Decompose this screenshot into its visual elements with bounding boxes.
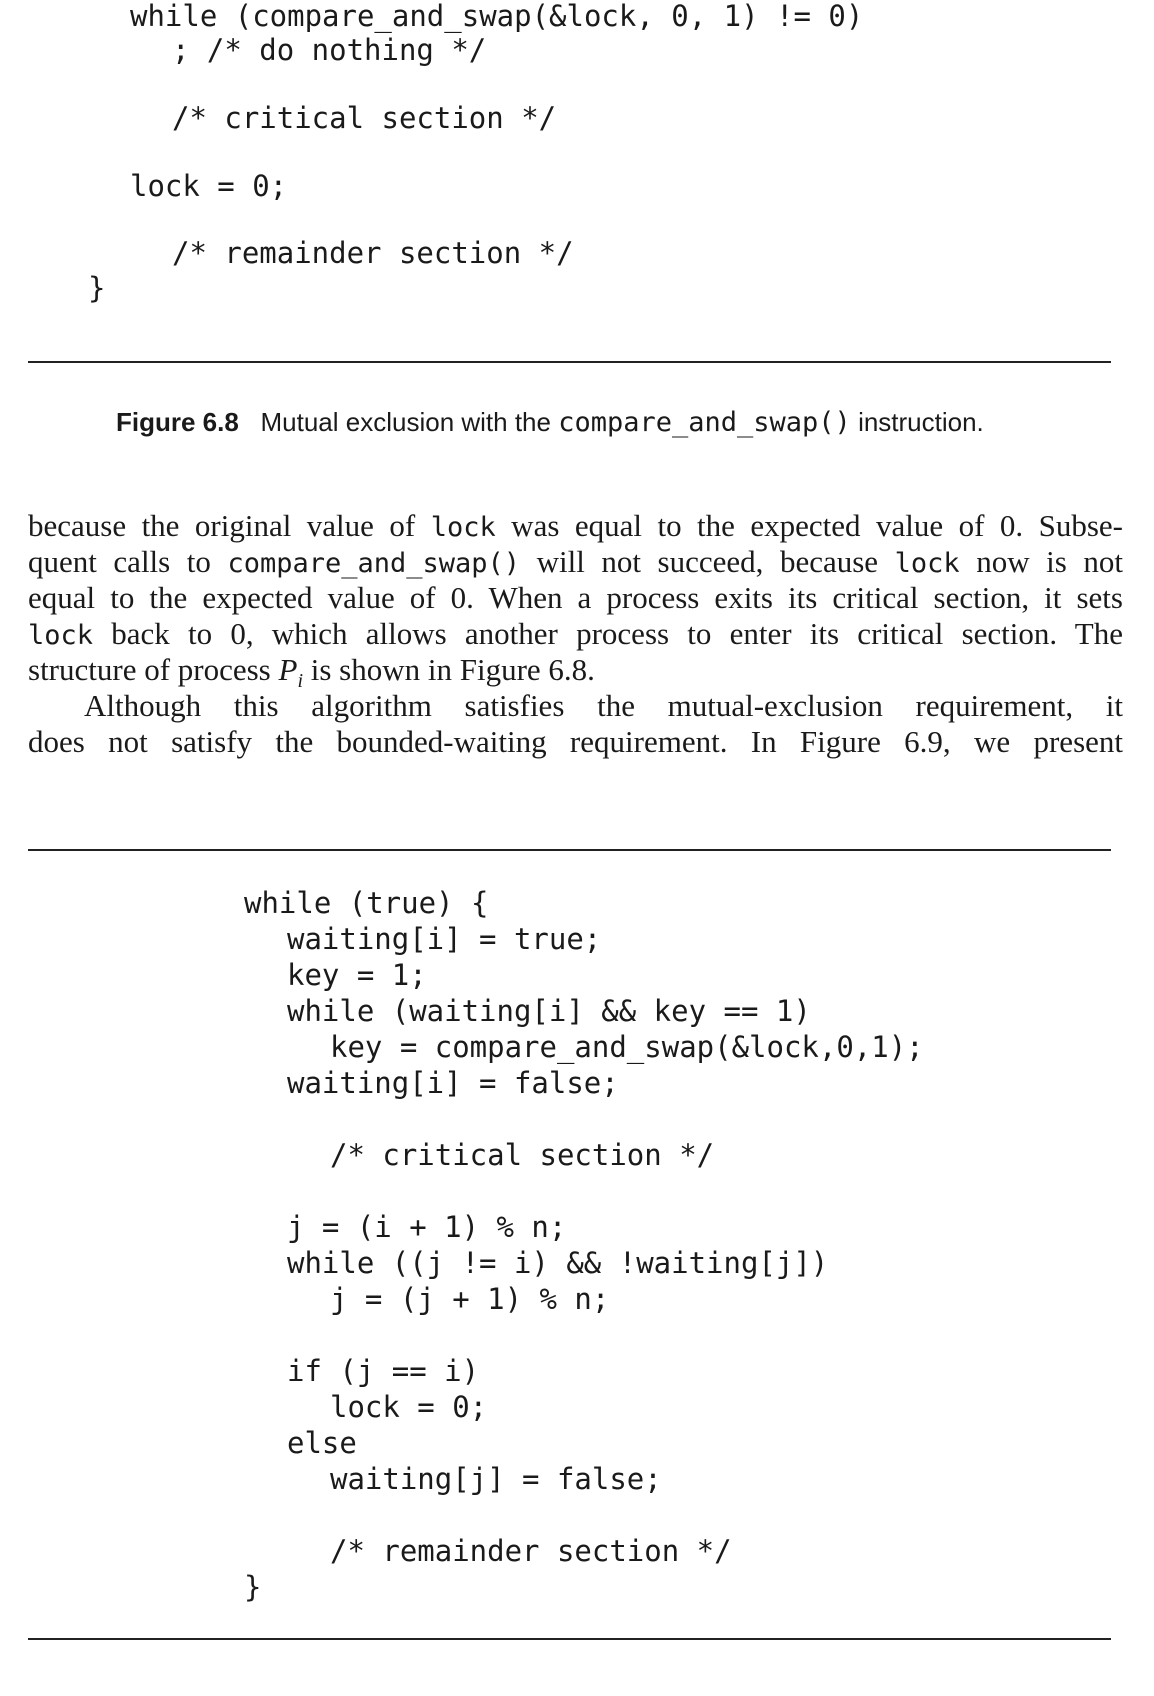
inline-code: lock (894, 548, 960, 579)
process-variable: P (278, 652, 298, 687)
code-line: else (287, 1426, 357, 1460)
code-line: waiting[j] = false; (330, 1462, 662, 1496)
figure-caption (116, 404, 984, 441)
code-line: /* remainder section */ (330, 1534, 732, 1568)
code-line: j = (i + 1) % n; (287, 1210, 567, 1244)
code-line: while (true) { (244, 886, 489, 920)
code-line: while ((j != i) && !waiting[j]) (287, 1246, 829, 1280)
body-line: equal to the expected value of 0. When a process exits its critical section, it sets (28, 580, 1123, 615)
code-line: waiting[i] = true; (287, 922, 602, 956)
code-line: key = compare_and_swap(&lock,0,1); (330, 1030, 924, 1064)
body-line: quent calls to compare_and_swap() will not succeed, because lock now is not (28, 544, 1123, 579)
code-line: /* remainder section */ (172, 236, 574, 270)
figure-rule (28, 1638, 1111, 1640)
code-line: } (88, 271, 106, 305)
body-line: structure of process $P_i$ is shown in Figure 6.8. (28, 652, 595, 693)
body-line: does not satisfy the bounded-waiting requirement. In Figure 6.9, we present (28, 724, 1123, 759)
inline-code: lock (430, 512, 496, 543)
figure-label: Figure 6.8 (116, 407, 239, 437)
code-line: if (j == i) (287, 1354, 480, 1388)
body-line: Although this algorithm satisfies the mutual-exclusion requirement, it (84, 688, 1123, 723)
body-line: because the original value of lock was equal to the expected value of 0. Subse- (28, 508, 1123, 543)
code-line: ; /* do nothing */ (172, 33, 487, 67)
body-line: lock back to 0, which allows another process to enter its critical section. The (28, 616, 1123, 651)
code-line: while (waiting[i] && key == 1) (287, 994, 811, 1028)
figure-rule (28, 361, 1111, 363)
code-line: /* critical section */ (172, 101, 557, 135)
caption-text: Mutual exclusion with the (260, 407, 551, 437)
inline-code: compare_and_swap() (227, 548, 521, 579)
code-line: } (244, 1570, 262, 1604)
code-line: while (compare_and_swap(&lock, 0, 1) != 0) (130, 0, 864, 33)
code-line: j = (j + 1) % n; (330, 1282, 610, 1316)
inline-code: lock (28, 620, 94, 651)
caption-text: instruction. (858, 407, 984, 437)
code-line: lock = 0; (130, 169, 288, 203)
code-line: /* critical section */ (330, 1138, 715, 1172)
code-line: key = 1; (287, 958, 427, 992)
code-line: waiting[i] = false; (287, 1066, 619, 1100)
caption-code: compare_and_swap() (558, 407, 851, 438)
code-line: lock = 0; (330, 1390, 488, 1424)
process-subscript: i (297, 670, 303, 693)
figure-rule (28, 849, 1111, 851)
